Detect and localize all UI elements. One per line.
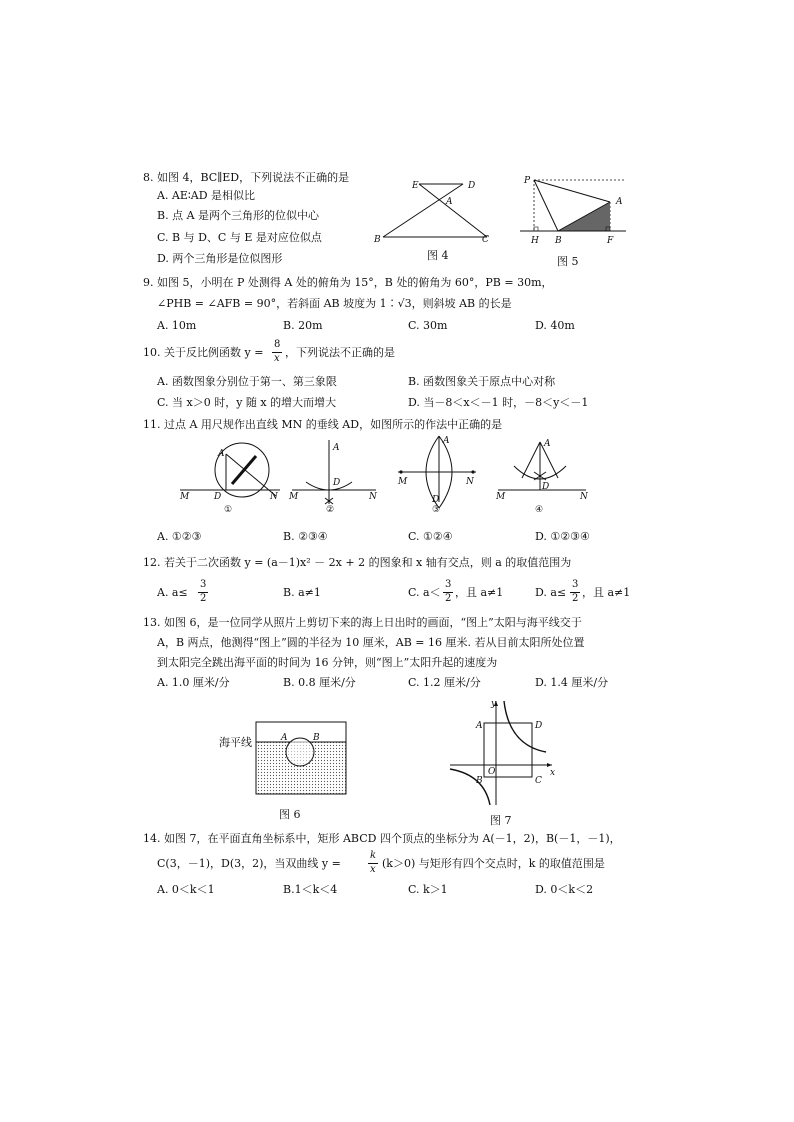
q12-option-a-pre: A. a≤ [157,586,188,599]
q14-option-a: A. 0＜k＜1 [157,883,215,896]
fig5-label-a: A [616,197,623,207]
q9-option-c: C. 30m [408,319,448,332]
q12-option-d-post: ，且 a≠1 [582,586,631,599]
q14-option-b: B.1＜k＜4 [283,883,338,896]
fig4-label-d: D [468,181,476,191]
q12-option-c-num: 3 [445,579,452,590]
fig7-label-y: y [491,699,497,709]
q9-option-d: D. 40m [535,319,575,332]
fig4-label-a: A [446,197,453,207]
q11-fig-label-1: ① [224,505,233,512]
svg-text:D: D [432,495,440,505]
fig6-caption: 图 6 [279,808,301,821]
q14-line2-pre: C(3，－1)，D(3，2)，当双曲线 y = [157,857,341,870]
q11-figure-4 [495,439,589,502]
fig4-label-b: B [374,235,381,245]
svg-text:N: N [580,492,588,502]
q11-fig-label-4: ④ [535,505,544,512]
q10-stem-pre: 10. 关于反比例函数 y = [143,346,264,359]
fig5-label-b: B [555,236,562,246]
fig6-label-b: B [313,733,320,743]
q12-option-d-num: 3 [572,579,579,590]
q14-line1: 14. 如图 7，在平面直角坐标系中，矩形 ABCD 四个顶点的坐标分为 A(－1，2)，B(－1，－1)， [143,832,621,845]
q13-option-b: B. 0.8 厘米/分 [283,676,356,689]
q12-option-d-pre: D. a≤ [535,586,567,599]
svg-text:M: M [289,492,299,502]
fig5-label-h: H [531,236,539,246]
fig7-label-d: D [535,721,543,731]
q11-option-d: D. ①②③④ [535,530,590,543]
svg-text:D: D [542,482,550,492]
fig4-label-c: C [482,235,489,245]
q12-option-a-num: 3 [200,579,207,590]
q12-option-d-den: 2 [572,593,579,604]
q10-option-d: D. 当－8＜x＜－1 时，－8＜y＜－1 [408,396,589,409]
q11-figure-2 [288,440,378,504]
q11-option-c: C. ①②④ [408,530,453,543]
q10-option-b: B. 函数图象关于原点中心对称 [408,375,556,388]
q9-option-b: B. 20m [283,319,323,332]
q11-option-b: B. ②③④ [283,530,328,543]
svg-text:N: N [369,492,377,502]
q11-figure-1 [179,443,280,502]
fig7-label-a: A [476,721,483,731]
q13-option-c: C. 1.2 厘米/分 [408,676,481,689]
q8-option-a: A. AE∶AD 是相似比 [157,189,256,202]
fig5-label-f: F [607,236,614,246]
fig7-label-o: O [488,767,496,777]
q12-option-c-pre: C. a＜ [408,586,441,599]
fig6-sea-label: 海平线 [219,736,252,749]
q8-option-c: C. B 与 D、C 与 E 是对应位似点 [157,231,322,244]
svg-text:M: M [398,477,408,487]
q14-frac-num: k [370,850,377,861]
q11-figure-3 [397,436,476,508]
q11-stem: 11. 过点 A 用尺规作出直线 MN 的垂线 AD，如图所示的作法中正确的是 [143,418,503,431]
q10-frac-den: x [274,353,280,364]
q13-option-d: D. 1.4 厘米/分 [535,676,609,689]
q11-fig-label-2: ② [326,505,335,512]
q12-stem: 12. 若关于二次函数 y = (a－1)x² － 2x + 2 的图象和 x 轴有交点，则 a 的取值范围为 [143,556,572,569]
figure-4 [368,175,498,247]
figure-6 [254,720,350,796]
q10-option-a: A. 函数图象分别位于第一、第三象限 [157,375,337,388]
q9-line2: ∠PHB = ∠AFB = 90°，若斜面 AB 坡度为 1∶√3，则斜坡 AB 的长是 [157,297,512,310]
q10-stem-post: ，下列说法不正确的是 [285,346,395,359]
figure-7 [446,697,558,809]
svg-text:A: A [333,443,340,453]
q14-line2-post: (k＞0) 与矩形有四个交点时，k 的取值范围是 [382,857,605,870]
q12-option-c-post: ，且 a≠1 [455,586,504,599]
fig7-label-x: x [550,768,556,778]
fig7-label-c: C [535,776,542,786]
q10-option-c: C. 当 x＞0 时，y 随 x 的增大而增大 [157,396,337,409]
q8-stem: 8. 如图 4，BC∥ED，下列说法不正确的是 [143,171,350,184]
q13-line3: 到太阳完全跳出海平面的时间为 16 分钟，则“图上”太阳升起的速度为 [157,656,498,669]
q9-option-a: A. 10m [157,319,197,332]
svg-text:N: N [466,477,474,487]
q13-option-a: A. 1.0 厘米/分 [157,676,230,689]
q11-option-a: A. ①②③ [157,530,202,543]
fig7-caption: 图 7 [490,814,512,827]
svg-text:D: D [214,492,222,502]
q14-option-d: D. 0＜k＜2 [535,883,594,896]
fig7-label-b: B [476,776,483,786]
fig4-label-e: E [412,181,419,191]
svg-text:A: A [443,436,450,446]
svg-text:M: M [180,492,190,502]
svg-text:M: M [496,492,506,502]
fig6-label-a: A [281,733,288,743]
q8-option-d: D. 两个三角形是位似图形 [157,252,283,265]
fig5-caption: 图 5 [557,255,579,268]
q10-frac-num: 8 [274,339,281,350]
q13-line2: A，B 两点，他测得“图上”圆的半径为 10 厘米，AB = 16 厘米. 若从目前太阳所处位置 [157,636,585,649]
svg-text:A: A [218,449,225,459]
figure-5 [518,170,630,252]
q13-line1: 13. 如图 6，是一位同学从照片上剪切下来的海上日出时的画面，“图上”太阳与海平线交于 [143,616,582,629]
q12-option-b: B. a≠1 [283,586,321,599]
q8-option-b: B. 点 A 是两个三角形的位似中心 [157,209,320,222]
fig4-caption: 图 4 [427,249,449,262]
q11-fig-label-3: ③ [432,505,441,512]
q12-option-c-den: 2 [445,593,452,604]
q14-frac-den: x [370,864,376,875]
q12-option-a-den: 2 [200,593,207,604]
q9-line1: 9. 如图 5，小明在 P 处测得 A 处的俯角为 15°，B 处的俯角为 60°，PB = 30m， [143,276,553,289]
q11-figures [176,432,606,512]
svg-text:D: D [333,478,341,488]
fig5-label-p: P [524,176,531,186]
svg-text:N: N [270,492,278,502]
q14-option-c: C. k＞1 [408,883,448,896]
svg-text:A: A [544,439,551,449]
